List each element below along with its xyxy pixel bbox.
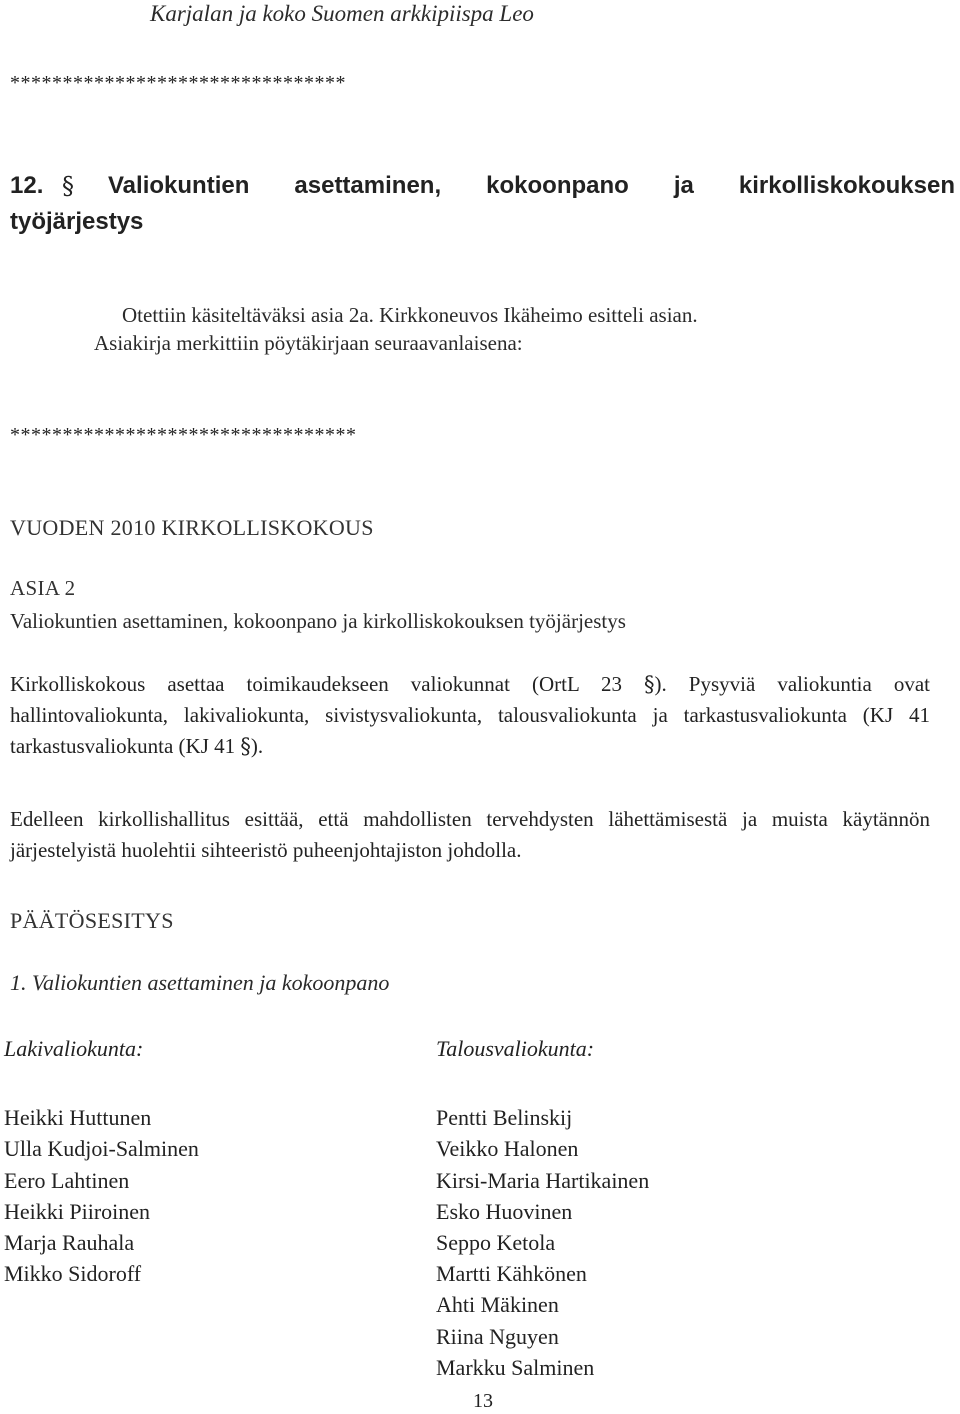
member-name: Heikki Piiroinen bbox=[4, 1198, 151, 1224]
section-title-line2: työjärjestys bbox=[10, 208, 144, 235]
section-sign-icon: § bbox=[62, 172, 74, 200]
member-name: Seppo Ketola bbox=[436, 1230, 556, 1256]
member-name: Marja Rauhala bbox=[4, 1230, 135, 1256]
section-number: 12. bbox=[10, 172, 44, 199]
agenda-item-title: Valiokuntien asettaminen, kokoonpano ja kirkolliskokouksen työjärjestys bbox=[10, 609, 626, 633]
paragraph-1-end bbox=[10, 731, 930, 762]
paragraph-1-last-line: tarkastusvaliokunta (KJ 41 §). bbox=[10, 734, 264, 758]
committee-talousvaliokunta bbox=[436, 1033, 649, 1383]
header-separator: ******************************** bbox=[10, 72, 346, 94]
section-sign-icon: § bbox=[644, 672, 655, 696]
member-name: Kirsi-Maria Hartikainen bbox=[436, 1167, 650, 1193]
proposal-subheading: 1. Valiokuntien asettaminen ja kokoonpano bbox=[10, 970, 390, 995]
member-name: Riina Nguyen bbox=[436, 1323, 559, 1349]
committee-heading: Talousvaliokunta: bbox=[436, 1036, 595, 1061]
intro-line-2: Asiakirja merkittiin pöytäkirjaan seuraavanlaisena: bbox=[94, 331, 523, 355]
agenda-item-number: ASIA 2 bbox=[10, 576, 76, 600]
proposal-heading: PÄÄTÖSESITYS bbox=[10, 908, 174, 933]
body-separator: ********************************* bbox=[10, 424, 357, 446]
member-name: Ahti Mäkinen bbox=[436, 1292, 559, 1318]
intro-line-1: Otettiin käsiteltäväksi asia 2a. Kirkkoneuvos Ikäheimo esitteli asian. bbox=[122, 303, 698, 327]
document-header-title: Karjalan ja koko Suomen arkkipiispa Leo bbox=[150, 1, 534, 26]
paragraph-2: Edelleen kirkollishallitus esittää, että mahdollisten tervehdysten lähettämisestä ja muista käytännön järjestelyistä huolehtii sihteeristö puheenjohtajiston johdolla. bbox=[10, 807, 930, 862]
committee-lakivaliokunta bbox=[4, 1033, 199, 1289]
committee-heading: Lakivaliokunta: bbox=[4, 1036, 144, 1061]
paragraph-1 bbox=[10, 669, 930, 731]
page-number: 13 bbox=[473, 1390, 493, 1412]
member-name: Markku Salminen bbox=[436, 1354, 595, 1380]
member-name: Veikko Halonen bbox=[436, 1136, 579, 1162]
member-name: Pentti Belinskij bbox=[436, 1105, 573, 1131]
section-heading bbox=[10, 168, 955, 240]
member-name: Heikki Huttunen bbox=[4, 1105, 152, 1131]
paragraph-1-part-1: Kirkolliskokous asettaa toimikaudekseen valiokunnat (OrtL 23 bbox=[10, 672, 645, 696]
member-name: Eero Lahtinen bbox=[4, 1167, 130, 1193]
member-name: Ulla Kudjoi-Salminen bbox=[4, 1136, 199, 1162]
meeting-heading: VUODEN 2010 KIRKOLLISKOKOUS bbox=[10, 515, 374, 540]
member-name: Mikko Sidoroff bbox=[4, 1261, 142, 1287]
member-name: Martti Kähkönen bbox=[436, 1261, 587, 1287]
paragraph-1-part-2: ). Pysyviä valiokuntia ovat hallintovaliokunta, lakivaliokunta, sivistysvaliokunta, talousvaliokunta ja tarkastusvaliokunta (KJ 41 bbox=[10, 672, 930, 727]
member-name: Esko Huovinen bbox=[436, 1198, 573, 1224]
section-title-line1: Valiokuntien asettaminen, kokoonpano ja kirkolliskokouksen bbox=[108, 172, 955, 199]
